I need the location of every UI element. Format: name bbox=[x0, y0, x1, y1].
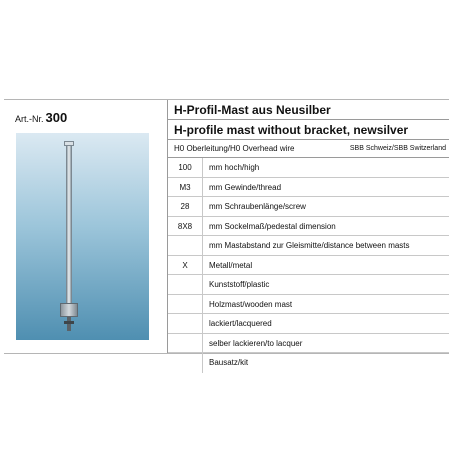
spec-key: X bbox=[168, 256, 203, 275]
spec-value: selber lackieren/to lacquer bbox=[209, 338, 303, 348]
mast-pedestal bbox=[60, 303, 78, 317]
spec-value: Metall/metal bbox=[209, 260, 253, 270]
mast-shaft bbox=[66, 145, 72, 305]
spec-key bbox=[168, 295, 203, 314]
spec-key bbox=[168, 236, 203, 255]
spec-key: 28 bbox=[168, 197, 203, 216]
spec-row bbox=[168, 178, 449, 198]
spec-key: 100 bbox=[168, 158, 203, 177]
spec-row bbox=[168, 197, 449, 217]
category-header bbox=[168, 140, 449, 158]
spec-row bbox=[168, 295, 449, 315]
spec-value: mm hoch/high bbox=[209, 163, 260, 172]
region-label: SBB Schweiz/SBB Switzerland bbox=[349, 145, 446, 152]
article-prefix: Art.-Nr. bbox=[15, 114, 44, 124]
spec-key bbox=[168, 334, 203, 353]
spec-table bbox=[168, 158, 449, 373]
spec-row bbox=[168, 236, 449, 256]
spec-row bbox=[168, 217, 449, 237]
spec-key: M3 bbox=[168, 178, 203, 197]
spec-value: mm Schraubenlänge/screw bbox=[209, 202, 306, 211]
title-english: H-profile mast without bracket, newsilver bbox=[168, 120, 449, 140]
spec-key bbox=[168, 353, 203, 373]
spec-value: Bausatz/kit bbox=[209, 358, 249, 367]
spec-key: 8X8 bbox=[168, 217, 203, 236]
category-label: H0 Oberleitung/H0 Overhead wire bbox=[174, 144, 295, 153]
article-number bbox=[15, 110, 67, 125]
spec-panel bbox=[168, 100, 449, 373]
product-photo bbox=[16, 133, 149, 340]
mast-screw bbox=[67, 317, 71, 331]
product-sheet bbox=[4, 99, 449, 367]
spec-value: Holzmast/wooden mast bbox=[209, 299, 293, 309]
spec-value: lackiert/lacquered bbox=[209, 319, 272, 328]
spec-row bbox=[168, 353, 449, 373]
spec-value: Kunststoff/plastic bbox=[209, 280, 270, 289]
spec-key bbox=[168, 314, 203, 333]
article-number-value: 300 bbox=[45, 110, 68, 125]
spec-row bbox=[168, 314, 449, 334]
spec-value: mm Sockelmaß/pedestal dimension bbox=[209, 221, 336, 231]
spec-row bbox=[168, 334, 449, 354]
spec-row bbox=[168, 275, 449, 295]
spec-row bbox=[168, 158, 449, 178]
spec-row bbox=[168, 256, 449, 276]
image-panel bbox=[4, 100, 168, 353]
mast-nut bbox=[64, 321, 74, 324]
title-german: H-Profil-Mast aus Neusilber bbox=[168, 100, 449, 120]
spec-key bbox=[168, 275, 203, 294]
spec-value: mm Gewinde/thread bbox=[209, 182, 282, 192]
spec-value: mm Mastabstand zur Gleismitte/distance between masts bbox=[209, 241, 410, 250]
